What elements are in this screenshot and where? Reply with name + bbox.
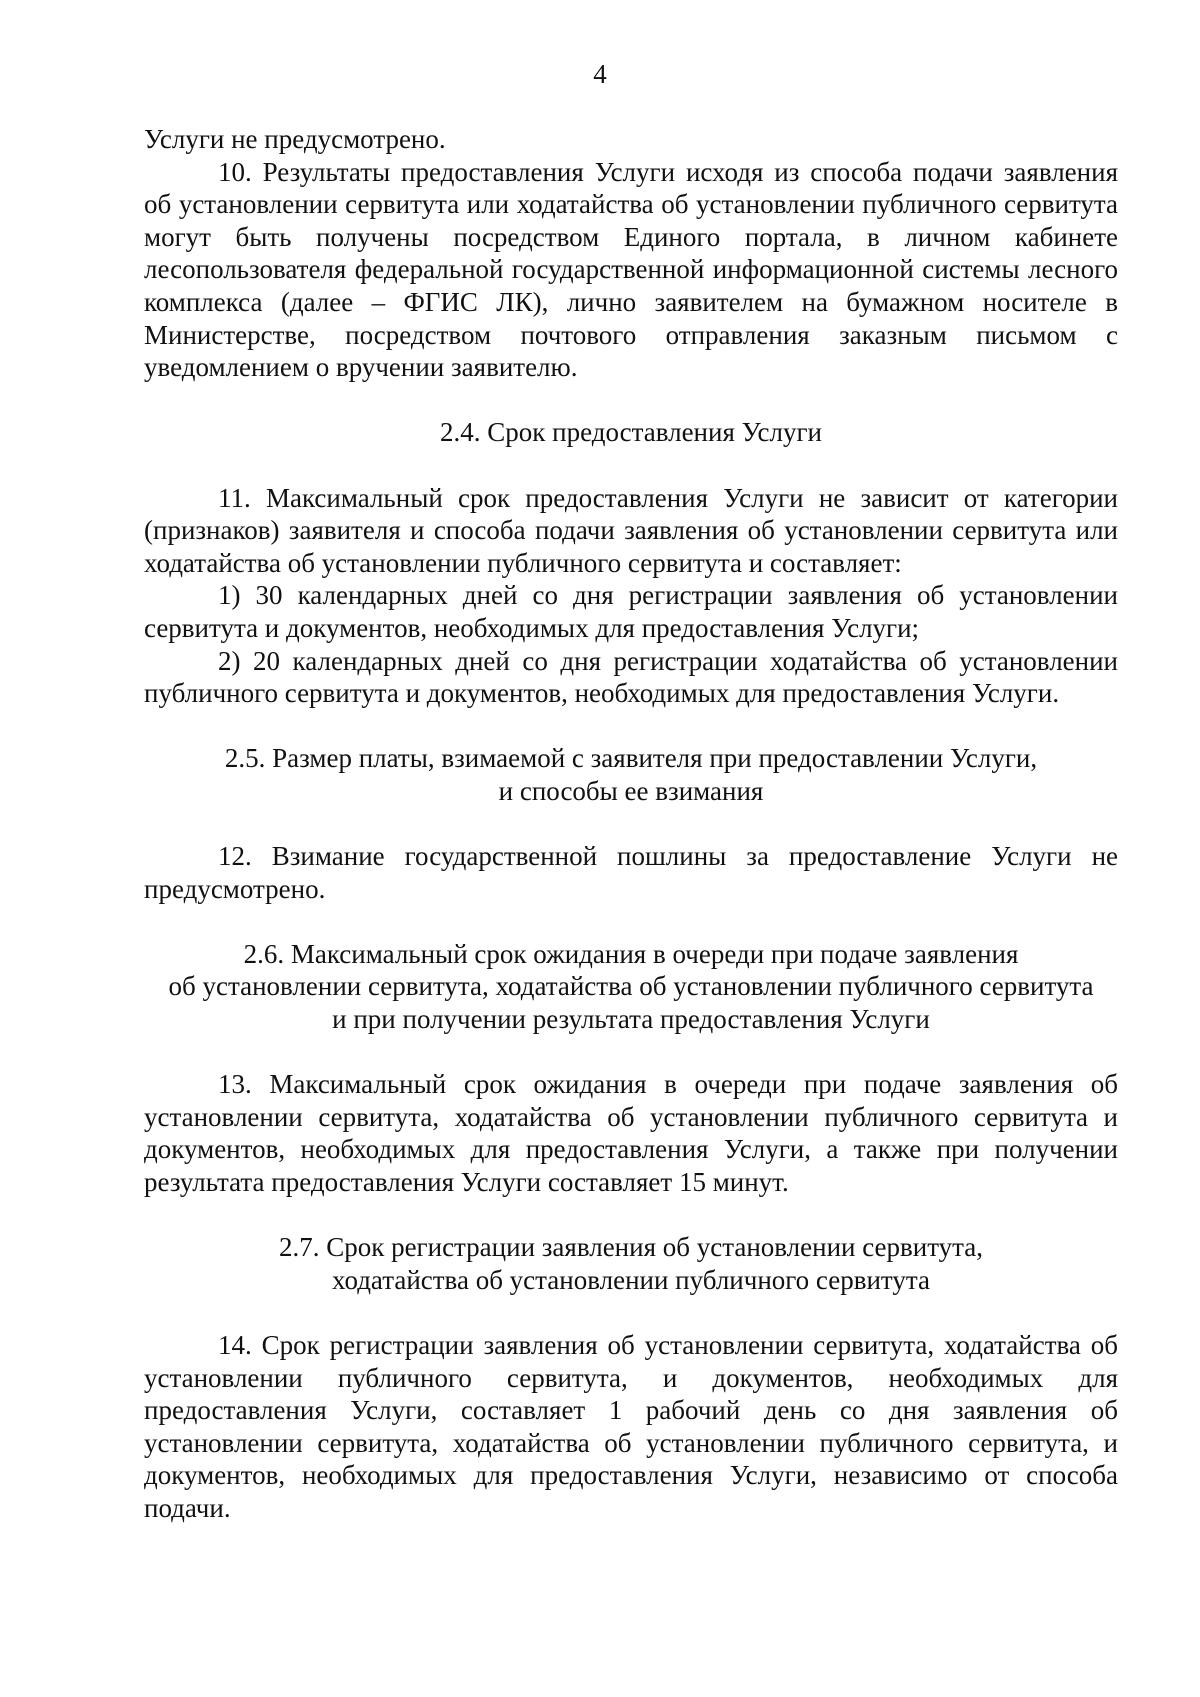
paragraph-continuation: Услуги не предусмотрено.	[144, 124, 446, 154]
section-heading-2-4: 2.4. Срок предоставления Услуги	[440, 417, 822, 448]
paragraph-12: 12. Взимание государственной пошлины за предоставление Услуги не предусмотрено.	[144, 841, 1118, 904]
spacer	[144, 449, 1118, 482]
spacer	[144, 807, 1118, 840]
document-body	[144, 123, 1118, 1525]
spacer	[144, 1199, 1118, 1232]
paragraph-11: 11. Максимальный срок предоставления Услуги не зависит от категории (признаков) заявителя и способа подачи заявления об установлении сервитута или ходатайства об установлении публичного сервитута и составляет:	[144, 482, 1118, 578]
paragraph-11-item-2: 2) 20 календарных дней со дня регистрации ходатайства об установлении публичного сервитута и документов, необходимых для предоставления Услуги.	[144, 645, 1118, 709]
paragraph-11-item-1: 1) 30 календарных дней со дня регистрации заявления об установлении сервитута и документов, необходимых для предоставления Услуги;	[144, 580, 1118, 643]
spacer	[144, 1036, 1118, 1069]
section-heading-2-7-line-1: 2.7. Срок регистрации заявления об установлении сервитута,	[278, 1232, 984, 1263]
paragraph-10: 10. Результаты предоставления Услуги исходя из способа подачи заявления об установлении сервитута или ходатайства об установлении публичного сервитута могут быть получены посредством Единого портала, в личном кабинете лесопользователя федеральной государственной информационной системы лесного комплекса (далее – ФГИС ЛК), лично заявителем на бумажном носителе в Министерстве, посредством почтового отправления заказным письмом с уведомлением о вручении заявителю.	[144, 156, 1118, 383]
section-heading-2-5-line-2: и способы ее взимания	[498, 775, 764, 806]
spacer	[144, 1296, 1118, 1329]
spacer	[144, 905, 1118, 938]
paragraph-14: 14. Срок регистрации заявления об установлении сервитута, ходатайства об установлении публичного сервитута, и документов, необходимых для предоставления Услуги, составляет 1 рабочий день со дня заявления об установлении сервитута, ходатайства об установлении публичного сервитута, и документов, необходимых для предоставления Услуги, независимо от способа подачи.	[144, 1329, 1118, 1523]
spacer	[144, 710, 1118, 743]
page-number: 4	[593, 59, 607, 89]
section-heading-2-6-line-2: об установлении сервитута, ходатайства об установлении публичного сервитута	[168, 971, 1094, 1002]
section-heading-2-7-line-2: ходатайства об установлении публичного сервитута	[332, 1264, 930, 1295]
section-heading-2-6-line-3: и при получении результата предоставления Услуги	[332, 1004, 930, 1035]
paragraph-13: 13. Максимальный срок ожидания в очереди при подаче заявления об установлении сервитута, ходатайства об установлении публичного сервитута и документов, необходимых для предоставления Услуги, а также при получении результата предоставления Услуги составляет 15 минут.	[144, 1069, 1118, 1197]
section-heading-2-5-line-1: 2.5. Размер платы, взимаемой с заявителя при предоставлении Услуги,	[224, 743, 1038, 774]
section-heading-2-6-line-1: 2.6. Максимальный срок ожидания в очереди при подаче заявления	[243, 938, 1019, 969]
spacer	[144, 384, 1118, 417]
